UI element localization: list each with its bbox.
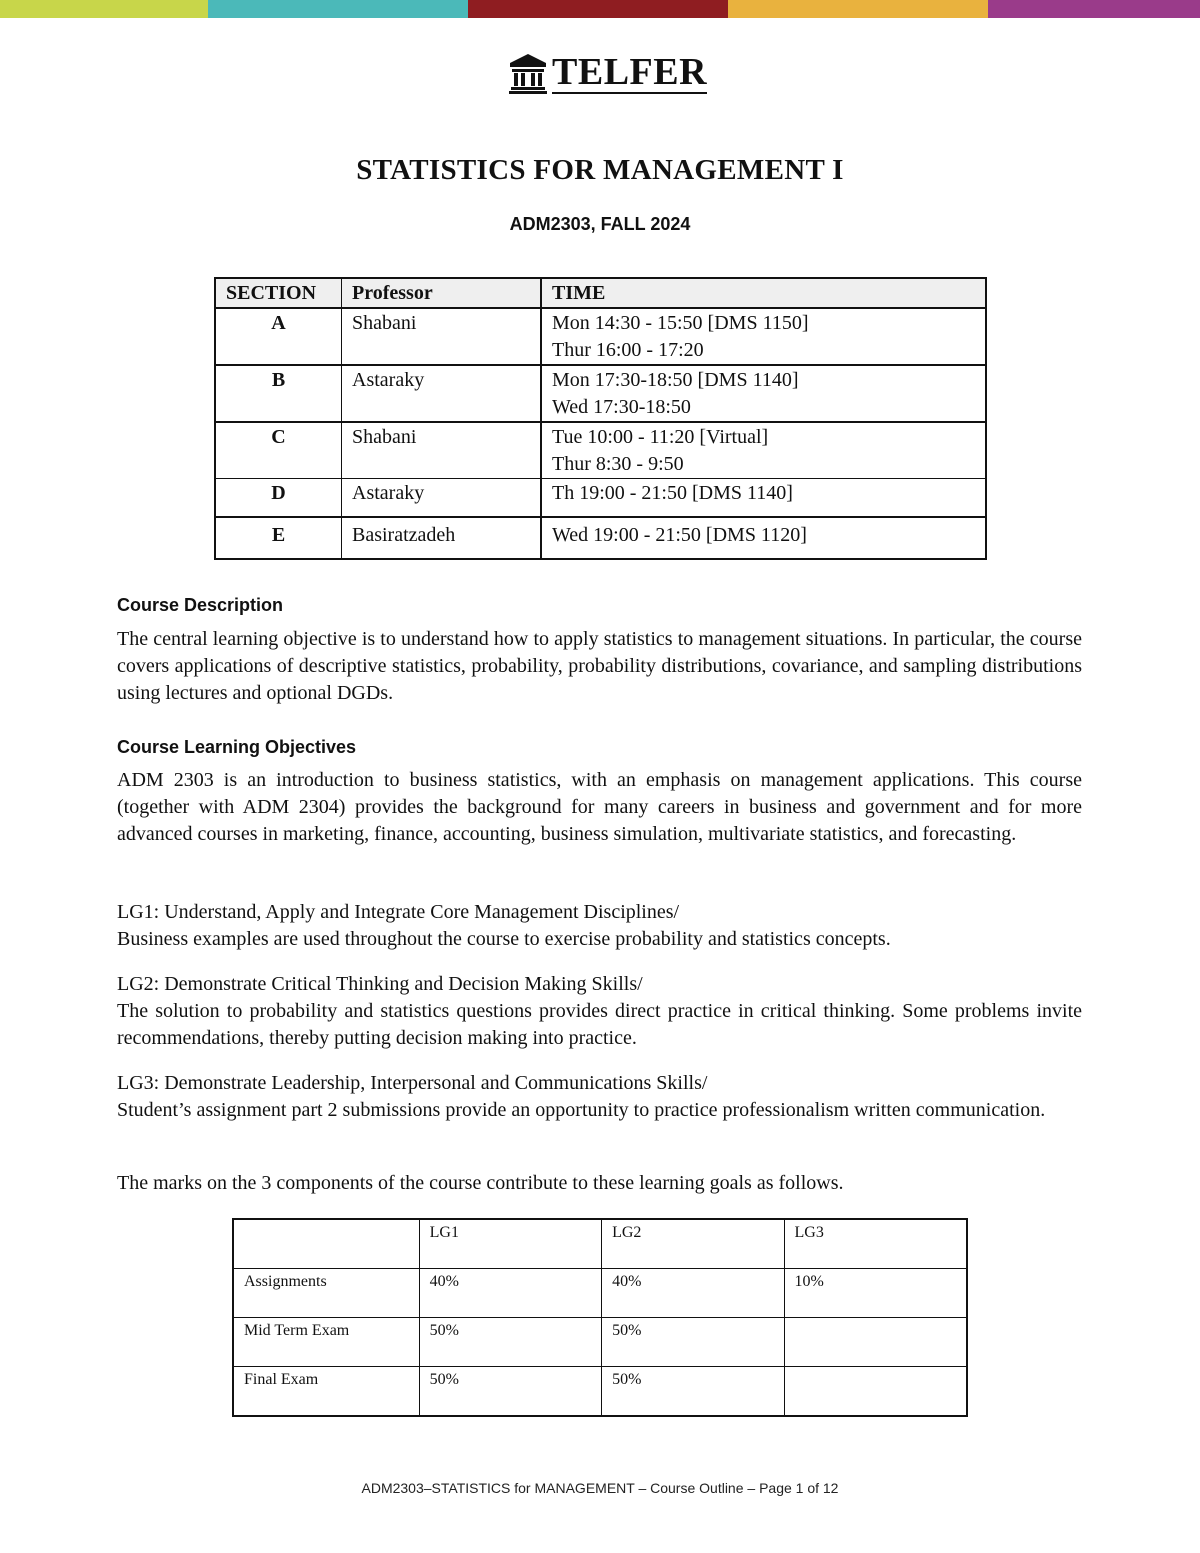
table-row	[215, 308, 986, 365]
page-footer: ADM2303–STATISTICS for MANAGEMENT – Course Outline – Page 1 of 12	[361, 1480, 839, 1496]
table-cell: 40%	[419, 1269, 601, 1318]
professor-cell: Astaraky	[342, 365, 542, 422]
table-row	[215, 479, 986, 518]
column-header: SECTION	[215, 278, 342, 308]
section-cell: A	[215, 308, 342, 365]
table-cell: 10%	[784, 1269, 967, 1318]
column-header: LG1	[419, 1219, 601, 1269]
table-cell: 50%	[419, 1318, 601, 1367]
table-cell: 50%	[602, 1318, 784, 1367]
professor-cell: Shabani	[342, 422, 542, 479]
section-cell: E	[215, 517, 342, 559]
course-description-text: The central learning objective is to understand how to apply statistics to management situations. In particular, the course covers applications of descriptive statistics, probability, probability distributions, covariance, and sampling distributions using lectures and optional DGDs.	[117, 628, 1082, 704]
time-cell	[541, 422, 986, 479]
document-title: STATISTICS FOR MANAGEMENT I	[356, 154, 844, 186]
row-label: Final Exam	[233, 1367, 419, 1417]
table-header-row	[233, 1219, 967, 1269]
section-cell: C	[215, 422, 342, 479]
marks-intro: The marks on the 3 components of the course contribute to these learning goals as follows.	[117, 1172, 844, 1194]
table-row	[233, 1367, 967, 1417]
column-header: LG2	[602, 1219, 784, 1269]
sections-table	[214, 277, 987, 560]
time-cell	[541, 517, 986, 559]
time-line: Thur 16:00 - 17:20	[552, 339, 704, 361]
table-cell: 50%	[602, 1367, 784, 1417]
table-cell	[784, 1318, 967, 1367]
lg2-text: The solution to probability and statistics questions provides direct practice in critical thinking. Some problems invite recommendations, thereby putting decision making into practice.	[117, 1000, 1082, 1049]
table-row	[215, 422, 986, 479]
professor-cell: Astaraky	[342, 479, 542, 518]
time-line: Mon 17:30-18:50 [DMS 1140]	[552, 369, 799, 391]
learning-objectives-intro: ADM 2303 is an introduction to business statistics, with an emphasis on management applications. This course (together with ADM 2304) provides the background for many careers in business and government and for more advanced courses in marketing, finance, accounting, business simulation, multivariate statistics, and forecasting.	[117, 769, 1082, 845]
learning-objectives-heading: Course Learning Objectives	[117, 737, 357, 757]
time-line: Mon 14:30 - 15:50 [DMS 1150]	[552, 312, 809, 334]
stripe-segment	[0, 0, 208, 18]
learning-goals-table	[232, 1218, 968, 1417]
time-line: Thur 8:30 - 9:50	[552, 453, 684, 475]
table-header-row	[215, 278, 986, 308]
section-cell: D	[215, 479, 342, 518]
stripe-segment	[988, 0, 1200, 18]
table-row	[233, 1269, 967, 1318]
time-cell	[541, 365, 986, 422]
color-stripe	[0, 0, 1200, 18]
course-code-term: ADM2303, FALL 2024	[509, 214, 691, 234]
column-header: TIME	[541, 278, 986, 308]
stripe-segment	[208, 0, 468, 18]
lg3-title: LG3: Demonstrate Leadership, Interpersonal and Communications Skills/	[117, 1072, 708, 1094]
table-row	[215, 517, 986, 559]
professor-cell: Basiratzadeh	[342, 517, 542, 559]
time-cell	[541, 308, 986, 365]
stripe-segment	[728, 0, 988, 18]
table-cell	[784, 1367, 967, 1417]
column-header	[233, 1219, 419, 1269]
row-label: Mid Term Exam	[233, 1318, 419, 1367]
column-header: Professor	[342, 278, 542, 308]
building-icon	[508, 52, 548, 94]
professor-cell: Shabani	[342, 308, 542, 365]
course-description-heading: Course Description	[117, 595, 284, 615]
lg2-title: LG2: Demonstrate Critical Thinking and Decision Making Skills/	[117, 973, 643, 995]
column-header: LG3	[784, 1219, 967, 1269]
lg1-title: LG1: Understand, Apply and Integrate Core Management Disciplines/	[117, 901, 680, 923]
table-row	[215, 365, 986, 422]
table-cell: 50%	[419, 1367, 601, 1417]
section-cell: B	[215, 365, 342, 422]
row-label: Assignments	[233, 1269, 419, 1318]
table-row	[233, 1318, 967, 1367]
logo-wordmark: TELFER	[552, 50, 708, 93]
time-line: Th 19:00 - 21:50 [DMS 1140]	[552, 482, 793, 504]
time-line: Tue 10:00 - 11:20 [Virtual]	[552, 426, 769, 448]
stripe-segment	[468, 0, 728, 18]
time-cell	[541, 479, 986, 518]
time-line: Wed 17:30-18:50	[552, 396, 691, 418]
telfer-logo	[508, 52, 707, 94]
lg3-text: Student’s assignment part 2 submissions provide an opportunity to practice professionalism written communication.	[117, 1099, 1046, 1121]
table-cell: 40%	[602, 1269, 784, 1318]
time-line: Wed 19:00 - 21:50 [DMS 1120]	[552, 524, 807, 546]
lg1-text: Business examples are used throughout the course to exercise probability and statistics concepts.	[117, 928, 891, 950]
